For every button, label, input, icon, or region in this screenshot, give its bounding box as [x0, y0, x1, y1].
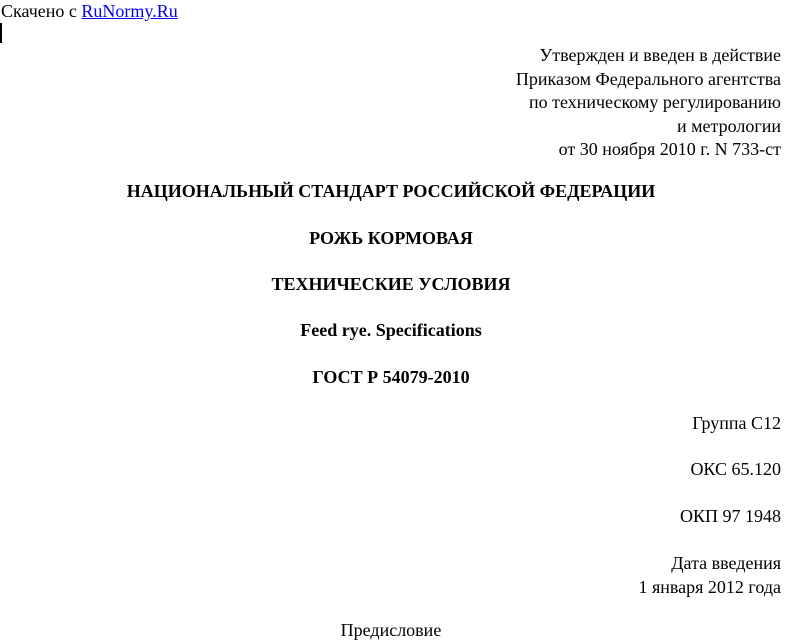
- approval-line: и метрологии: [677, 115, 781, 136]
- introduction-date-block: [638, 552, 781, 599]
- document-subtitle: ТЕХНИЧЕСКИЕ УСЛОВИЯ: [271, 274, 511, 294]
- text-cursor: [0, 23, 2, 43]
- download-source-line: [1, 0, 178, 22]
- approval-block: [516, 44, 781, 162]
- approval-line: от 30 ноября 2010 г. N 733-ст: [558, 139, 781, 159]
- runormy-link[interactable]: RuNormy.Ru: [81, 1, 178, 21]
- download-prefix: Скачено с: [1, 1, 82, 21]
- approval-line: по техническому регулированию: [528, 92, 781, 112]
- introduction-date: 1 января 2012 года: [638, 576, 781, 597]
- preface-heading: Предисловие: [340, 620, 442, 640]
- classification-okp: ОКП 97 1948: [679, 506, 781, 526]
- classification-group: Группа С12: [692, 413, 781, 433]
- approval-line: Приказом Федерального агентства: [515, 68, 781, 89]
- introduction-label: Дата введения: [671, 553, 781, 573]
- standard-number: ГОСТ Р 54079-2010: [312, 367, 470, 387]
- national-standard-heading: НАЦИОНАЛЬНЫЙ СТАНДАРТ РОССИЙСКОЙ ФЕДЕРАЦИИ: [126, 181, 656, 201]
- approval-line: Утвержден и введен в действие: [539, 45, 781, 65]
- english-title: Feed rye. Specifications: [300, 320, 482, 340]
- document-title: РОЖЬ КОРМОВАЯ: [309, 228, 473, 248]
- classification-oks: ОКС 65.120: [690, 459, 781, 479]
